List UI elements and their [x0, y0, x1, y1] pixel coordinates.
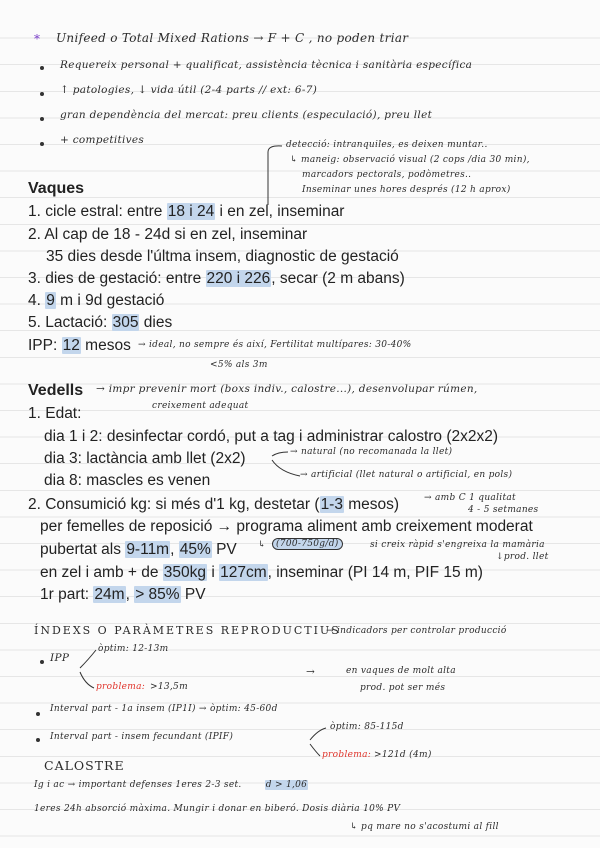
text: mesos)	[343, 496, 400, 513]
calostre-line-1	[34, 780, 308, 790]
detection-line-3: marcadors pectorals, podòmetres..	[302, 170, 472, 180]
interval-1: Interval part - 1a insem (IP1I) → òptim: 45-60d	[50, 704, 278, 714]
vedells-day1: dia 1 i 2: desinfectar cordó, put a tag i administrar calostro (2x2x2)	[44, 428, 499, 445]
text: IPP:	[28, 337, 62, 354]
vedells-edat: 1. Edat:	[28, 405, 82, 422]
text: Ig i ac → important defenses 1eres 2-3 set.	[34, 780, 242, 790]
ipp-problem: >13,5m	[150, 682, 188, 692]
ipp-problem-label: problema:	[96, 682, 146, 692]
vedells-zel	[40, 564, 483, 582]
text: ,	[170, 541, 179, 558]
text: 2. Al cap de 18 - 24d si en zel, inseminar	[28, 226, 308, 243]
text: 5. Lactació:	[28, 314, 112, 331]
bullet-dot	[40, 660, 44, 664]
vaques-item-5	[28, 314, 172, 332]
calostre-heading: CALOSTRE	[44, 758, 125, 773]
interval-2: Interval part - insem fecundant (IPIF)	[50, 732, 234, 742]
highlight: 24m	[94, 586, 125, 603]
vedells-day3: dia 3: lactància amb llet (2x2)	[44, 450, 246, 467]
vaques-item-4	[28, 292, 164, 310]
highlight: 1-3	[320, 496, 343, 513]
bullet-dot	[40, 66, 44, 70]
index-heading: ÍNDEXS O PARÀMETRES REPRODUCTIUS	[34, 624, 341, 637]
text: pubertat als	[40, 541, 126, 558]
vaques-item-3	[28, 270, 405, 288]
interval-2-problem-label: problema:	[322, 750, 372, 760]
text: 4.	[28, 292, 46, 309]
vedells-pubertat	[40, 541, 237, 559]
pubertat-note-3: ↓prod. llet	[496, 552, 549, 562]
pubertat-note-box: (700-750g/d)	[272, 538, 343, 550]
ipp-side-2: prod. pot ser més	[360, 683, 446, 693]
vedells-part	[40, 586, 206, 604]
day3-note-artificial: → artificial (llet natural o artificial, en pols)	[300, 470, 513, 480]
bullet-dot	[40, 142, 44, 146]
highlight: d > 1,06	[265, 780, 308, 790]
vedells-heading-note-2: creixement adequat	[152, 401, 249, 411]
highlight: 9-11m	[126, 541, 170, 558]
text: PV	[180, 586, 206, 603]
vedells-heading: Vedells	[28, 382, 84, 399]
text: i	[207, 564, 220, 581]
ipp-side-arrow: →	[306, 666, 316, 678]
pubertat-arrow: ↳	[258, 540, 266, 550]
text: , secar (2 m abans)	[271, 270, 405, 287]
highlight: 45%	[179, 541, 211, 558]
text: PV	[211, 541, 237, 558]
vedells-consumicio	[28, 496, 399, 514]
text: 35 dies desde l'últma insem, diagnostic de gestació	[46, 248, 399, 265]
text: , inseminar (PI 14 m, PIF 15 m)	[267, 564, 483, 581]
highlight: 9	[46, 292, 55, 309]
interval-2-optim: òptim: 85-115d	[330, 722, 404, 732]
day3-note-natural: → natural (no recomanada la llet)	[290, 447, 453, 457]
highlight: > 85%	[135, 586, 180, 603]
top-bullet-2: ↑ patologies, ↓ vida útil (2-4 parts // ext: 6-7)	[60, 84, 318, 96]
detection-line-2: ↳ maneig: observació visual (2 cops /dia 30 min),	[290, 155, 530, 165]
calostre-line-2: 1eres 24h absorció màxima. Mungir i donar en biberó. Dosis diària 10% PV	[34, 804, 401, 814]
vedells-heading-note: → impr prevenir mort (boxs indiv., calostre...), desenvolupar rúmen,	[96, 383, 478, 395]
highlight: 12	[62, 337, 80, 354]
text: ,	[125, 586, 135, 603]
consumicio-note: → amb C 1 qualitat	[424, 493, 516, 503]
highlight: 18 i 24	[167, 203, 215, 220]
text: en zel i amb + de	[40, 564, 163, 581]
consumicio-note-2: 4 - 5 setmanes	[468, 505, 539, 515]
bullet-dot	[36, 738, 40, 742]
highlight: 127cm	[220, 564, 267, 581]
star-icon: *	[34, 32, 41, 46]
ipp-label: IPP	[50, 652, 70, 664]
bullet-dot	[40, 117, 44, 121]
text: 2. Consumició kg: si més d'1 kg, destetar (	[28, 496, 320, 513]
top-title: Unifeed o Total Mixed Rations → F + C , no poden triar	[56, 31, 409, 45]
vaques-item-2	[28, 226, 307, 244]
vaques-item-1	[28, 203, 344, 221]
text: 3. dies de gestació: entre	[28, 270, 206, 287]
text: 1. cicle estral: entre	[28, 203, 167, 220]
top-bullet-1: Requereix personal + qualificat, assistència tècnica i sanitària específica	[60, 59, 473, 71]
vedells-day8: dia 8: mascles es venen	[44, 472, 211, 489]
top-bullet-4: + competitives	[60, 134, 145, 146]
index-heading-note: → indicadors per controlar producció	[326, 626, 507, 636]
mort-note: <5% als 3m	[210, 360, 268, 370]
vaques-ipp	[28, 337, 131, 355]
text: i en zel, inseminar	[215, 203, 345, 220]
text: 1r part:	[40, 586, 94, 603]
ipp-optim: òptim: 12-13m	[98, 644, 169, 654]
calostre-line-3: ↳ pq mare no s'acostumi al fill	[350, 822, 499, 832]
highlight: 220 i 226	[206, 270, 271, 287]
text: dies	[139, 314, 173, 331]
ipp-note: → ideal, no sempre és així, Fertilitat multípares: 30-40%	[138, 340, 412, 350]
text: m i 9d gestació	[55, 292, 165, 309]
vedells-femelles: per femelles de reposició → programa aliment amb creixement moderat	[40, 518, 533, 535]
vaques-heading: Vaques	[28, 180, 85, 197]
text: mesos	[80, 337, 131, 354]
detection-line-1: detecció: intranquiles, es deixen muntar..	[286, 140, 488, 150]
bullet-dot	[36, 712, 40, 716]
highlight: 305	[112, 314, 139, 331]
top-bullet-3: gran dependència del mercat: preu clients (especulació), preu llet	[60, 109, 433, 121]
bullet-dot	[40, 92, 44, 96]
ipp-side-1: en vaques de molt alta	[346, 666, 456, 676]
highlight: 350kg	[163, 564, 207, 581]
detection-line-4: Inseminar unes hores després (12 h aprox)	[302, 185, 511, 195]
vaques-item-2b	[46, 248, 399, 266]
interval-2-problem: >121d (4m)	[374, 750, 432, 760]
pubertat-note-2: si creix ràpid s'engreixa la mamària	[370, 540, 545, 550]
